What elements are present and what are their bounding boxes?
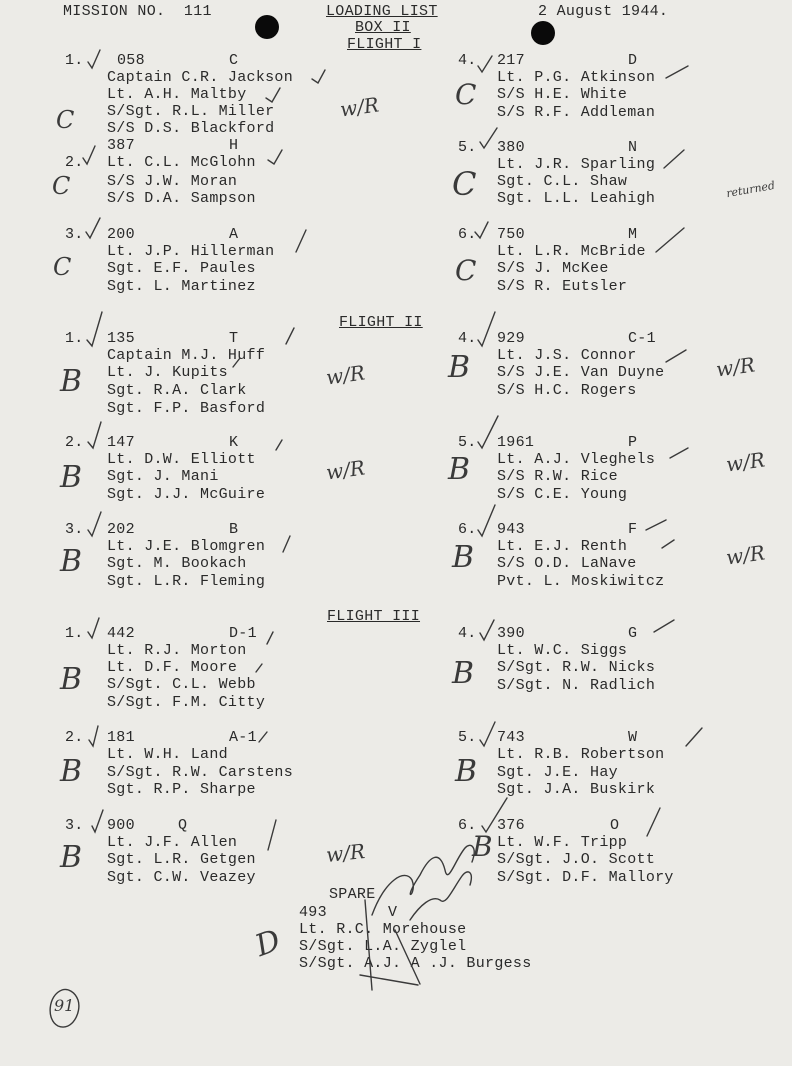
aircraft-number: 387 <box>107 137 135 154</box>
aircraft-letter: K <box>229 434 239 451</box>
crew-member: Lt. C.L. McGlohn <box>107 154 256 171</box>
crew-member: Sgt. E.F. Paules <box>107 260 256 277</box>
crew-member: Lt. W.F. Tripp <box>497 834 628 851</box>
crew-member: Sgt. L.L. Leahigh <box>497 190 656 207</box>
crew-member: S/Sgt. J.O. Scott <box>497 851 656 868</box>
handwritten-wr-note: w/R <box>338 92 381 122</box>
aircraft-letter: G <box>628 625 638 642</box>
crew-member: S/S C.E. Young <box>497 486 628 503</box>
crew-member: S/Sgt. C.L. Webb <box>107 676 256 693</box>
handwritten-b-mark: B <box>448 350 471 385</box>
mission-date: 2 August 1944. <box>538 3 669 20</box>
aircraft-position: 5. <box>458 434 477 451</box>
aircraft-number: 202 <box>107 521 135 538</box>
aircraft-number: 376 <box>497 817 525 834</box>
crew-member: Lt. E.J. Renth <box>497 538 628 555</box>
crew-member: Sgt. L.R. Fleming <box>107 573 266 590</box>
crew-member: S/S J.W. Moran <box>107 173 238 190</box>
crew-member: S/Sgt. N. Radlich <box>497 677 656 694</box>
aircraft-position: 5. <box>458 139 477 156</box>
crew-member: Lt. J.E. Blomgren <box>107 538 266 555</box>
document-title: LOADING LIST <box>326 3 438 20</box>
crew-member: Pvt. L. Moskiwitcz <box>497 573 665 590</box>
crew-member: S/S J.E. Van Duyne <box>497 364 665 381</box>
crew-member: S/S J. McKee <box>497 260 609 277</box>
aircraft-position: 2. <box>65 154 84 171</box>
handwritten-b-mark: B <box>60 544 83 579</box>
aircraft-position: 2. <box>65 434 84 451</box>
aircraft-position: 2. <box>65 729 84 746</box>
crew-member: S/Sgt. R.W. Nicks <box>497 659 656 676</box>
handwritten-wr-note: w/R <box>324 360 367 390</box>
handwritten-wr-note: w/R <box>324 455 367 485</box>
aircraft-number: 217 <box>497 52 525 69</box>
aircraft-letter: D <box>628 52 638 69</box>
aircraft-position: 5. <box>458 729 477 746</box>
aircraft-letter: F <box>628 521 638 538</box>
aircraft-letter: T <box>229 330 239 347</box>
crew-member: Lt. J. Kupits <box>107 364 228 381</box>
aircraft-letter: C <box>229 52 239 69</box>
handwritten-b-mark: B <box>60 662 83 697</box>
punch-hole-right <box>531 21 555 45</box>
mission-number: MISSION NO. 111 <box>63 3 212 20</box>
crew-member: S/S R. Eutsler <box>497 278 628 295</box>
handwritten-returned-note: returned <box>725 178 776 201</box>
aircraft-position: 1. <box>65 625 84 642</box>
spare-aircraft-number: 493 <box>299 904 327 921</box>
spare-crew-member: S/Sgt. L.A. Zyglel <box>299 938 467 955</box>
spare-crew-member: S/Sgt. A.J. A .J. Burgess <box>299 955 532 972</box>
aircraft-letter: M <box>628 226 638 243</box>
aircraft-letter: A-1 <box>229 729 257 746</box>
handwritten-page-number: 91 <box>54 996 75 1015</box>
crew-member: Sgt. R.A. Clark <box>107 382 247 399</box>
box-number: BOX II <box>355 19 411 36</box>
spare-aircraft-letter: V <box>388 904 398 921</box>
aircraft-position: 3. <box>65 817 84 834</box>
crew-member: S/Sgt. F.M. Citty <box>107 694 266 711</box>
crew-member: Sgt. J. Mani <box>107 468 219 485</box>
crew-member: Sgt. L.R. Getgen <box>107 851 256 868</box>
aircraft-number: 929 <box>497 330 525 347</box>
crew-member: S/Sgt. D.F. Mallory <box>497 869 674 886</box>
crew-member: Lt. W.H. Land <box>107 746 228 763</box>
handwritten-b-mark: B <box>60 460 83 495</box>
crew-member: Sgt. F.P. Basford <box>107 400 266 417</box>
crew-member: Sgt. L. Martinez <box>107 278 256 295</box>
aircraft-position: 4. <box>458 52 477 69</box>
handwritten-wr-note: w/R <box>324 839 367 867</box>
crew-member: Lt. D.W. Elliott <box>107 451 256 468</box>
aircraft-number: 900 <box>107 817 135 834</box>
aircraft-position: 6. <box>458 521 477 538</box>
aircraft-number: 147 <box>107 434 135 451</box>
aircraft-number: 442 <box>107 625 135 642</box>
crew-member: Sgt. M. Bookach <box>107 555 247 572</box>
handwritten-c-mark: C <box>52 172 71 200</box>
aircraft-number: 1961 <box>497 434 535 451</box>
handwritten-c-mark: C <box>53 253 72 281</box>
handwritten-c-mark: C <box>455 254 477 287</box>
aircraft-position: 1. <box>65 330 84 347</box>
handwritten-d-mark: D <box>250 922 286 965</box>
crew-member: Lt. D.F. Moore <box>107 659 238 676</box>
handwritten-b-mark: B <box>455 754 478 789</box>
handwritten-b-mark: B <box>60 840 83 875</box>
flight-2-label: FLIGHT II <box>339 314 423 331</box>
crew-member: S/S R.F. Addleman <box>497 104 656 121</box>
handwritten-c-mark: C <box>452 165 477 203</box>
aircraft-letter: H <box>229 137 239 154</box>
handwritten-wr-note: w/R <box>714 352 757 382</box>
handwritten-b-mark: B <box>452 540 475 575</box>
spare-label: SPARE <box>329 886 376 903</box>
crew-member: Captain C.R. Jackson <box>107 69 294 86</box>
flight-3-label: FLIGHT III <box>327 608 421 625</box>
handwritten-b-mark: B <box>60 754 83 789</box>
handwritten-b-mark: B <box>60 364 83 399</box>
crew-member: Lt. P.G. Atkinson <box>497 69 656 86</box>
aircraft-position: 4. <box>458 625 477 642</box>
crew-member: S/S H.E. White <box>497 86 628 103</box>
crew-member: Lt. J.R. Sparling <box>497 156 656 173</box>
handwritten-b-mark: B <box>472 830 493 863</box>
aircraft-number: 943 <box>497 521 525 538</box>
aircraft-number: 380 <box>497 139 525 156</box>
spare-crew-member: Lt. R.C. Morehouse <box>299 921 467 938</box>
handwritten-c-mark: C <box>455 78 477 111</box>
crew-member: Lt. J.S. Connor <box>497 347 637 364</box>
aircraft-number: 390 <box>497 625 525 642</box>
crew-member: S/S D.A. Sampson <box>107 190 256 207</box>
crew-member: Sgt. J.A. Buskirk <box>497 781 656 798</box>
aircraft-number: 750 <box>497 226 525 243</box>
aircraft-position: 4. <box>458 330 477 347</box>
crew-member: Lt. L.R. McBride <box>497 243 646 260</box>
aircraft-position: 6. <box>458 817 477 834</box>
crew-member: Lt. J.P. Hillerman <box>107 243 275 260</box>
flight-1-label: FLIGHT I <box>347 36 422 53</box>
aircraft-position: 1. <box>65 52 84 69</box>
crew-member: S/Sgt. R.L. Miller <box>107 103 275 120</box>
crew-member: Lt. R.B. Robertson <box>497 746 665 763</box>
aircraft-letter: Q <box>178 817 188 834</box>
aircraft-position: 3. <box>65 521 84 538</box>
aircraft-letter: A <box>229 226 239 243</box>
crew-member: S/Sgt. R.W. Carstens <box>107 764 294 781</box>
aircraft-number: 200 <box>107 226 135 243</box>
aircraft-position: 6. <box>458 226 477 243</box>
aircraft-number: 181 <box>107 729 135 746</box>
crew-member: Sgt. J.J. McGuire <box>107 486 266 503</box>
crew-member: Sgt. R.P. Sharpe <box>107 781 256 798</box>
handwritten-b-mark: B <box>452 656 475 691</box>
aircraft-letter: W <box>628 729 638 746</box>
aircraft-position: 3. <box>65 226 84 243</box>
crew-member: Lt. A.H. Maltby <box>107 86 247 103</box>
crew-member: Lt. J.F. Allen <box>107 834 238 851</box>
crew-member: Lt. A.J. Vleghels <box>497 451 656 468</box>
aircraft-letter: D-1 <box>229 625 257 642</box>
crew-member: Sgt. J.E. Hay <box>497 764 618 781</box>
aircraft-number: 058 <box>117 52 145 69</box>
aircraft-number: 743 <box>497 729 525 746</box>
aircraft-letter: N <box>628 139 638 156</box>
crew-member: Lt. W.C. Siggs <box>497 642 628 659</box>
aircraft-letter: C-1 <box>628 330 656 347</box>
crew-member: Sgt. C.L. Shaw <box>497 173 628 190</box>
aircraft-letter: O <box>610 817 620 834</box>
handwritten-c-mark: C <box>56 106 75 134</box>
handwritten-b-mark: B <box>448 452 471 487</box>
crew-member: Captain M.J. Huff <box>107 347 266 364</box>
crew-member: Lt. R.J. Morton <box>107 642 247 659</box>
aircraft-letter: B <box>229 521 239 538</box>
aircraft-number: 135 <box>107 330 135 347</box>
aircraft-letter: P <box>628 434 638 451</box>
crew-member: S/S H.C. Rogers <box>497 382 637 399</box>
crew-member: S/S O.D. LaNave <box>497 555 637 572</box>
crew-member: S/S R.W. Rice <box>497 468 618 485</box>
crew-member: Sgt. C.W. Veazey <box>107 869 256 886</box>
handwritten-wr-note: w/R <box>724 447 767 477</box>
handwritten-wr-note: w/R <box>724 540 767 570</box>
punch-hole-left <box>255 15 279 39</box>
crew-member: S/S D.S. Blackford <box>107 120 275 137</box>
